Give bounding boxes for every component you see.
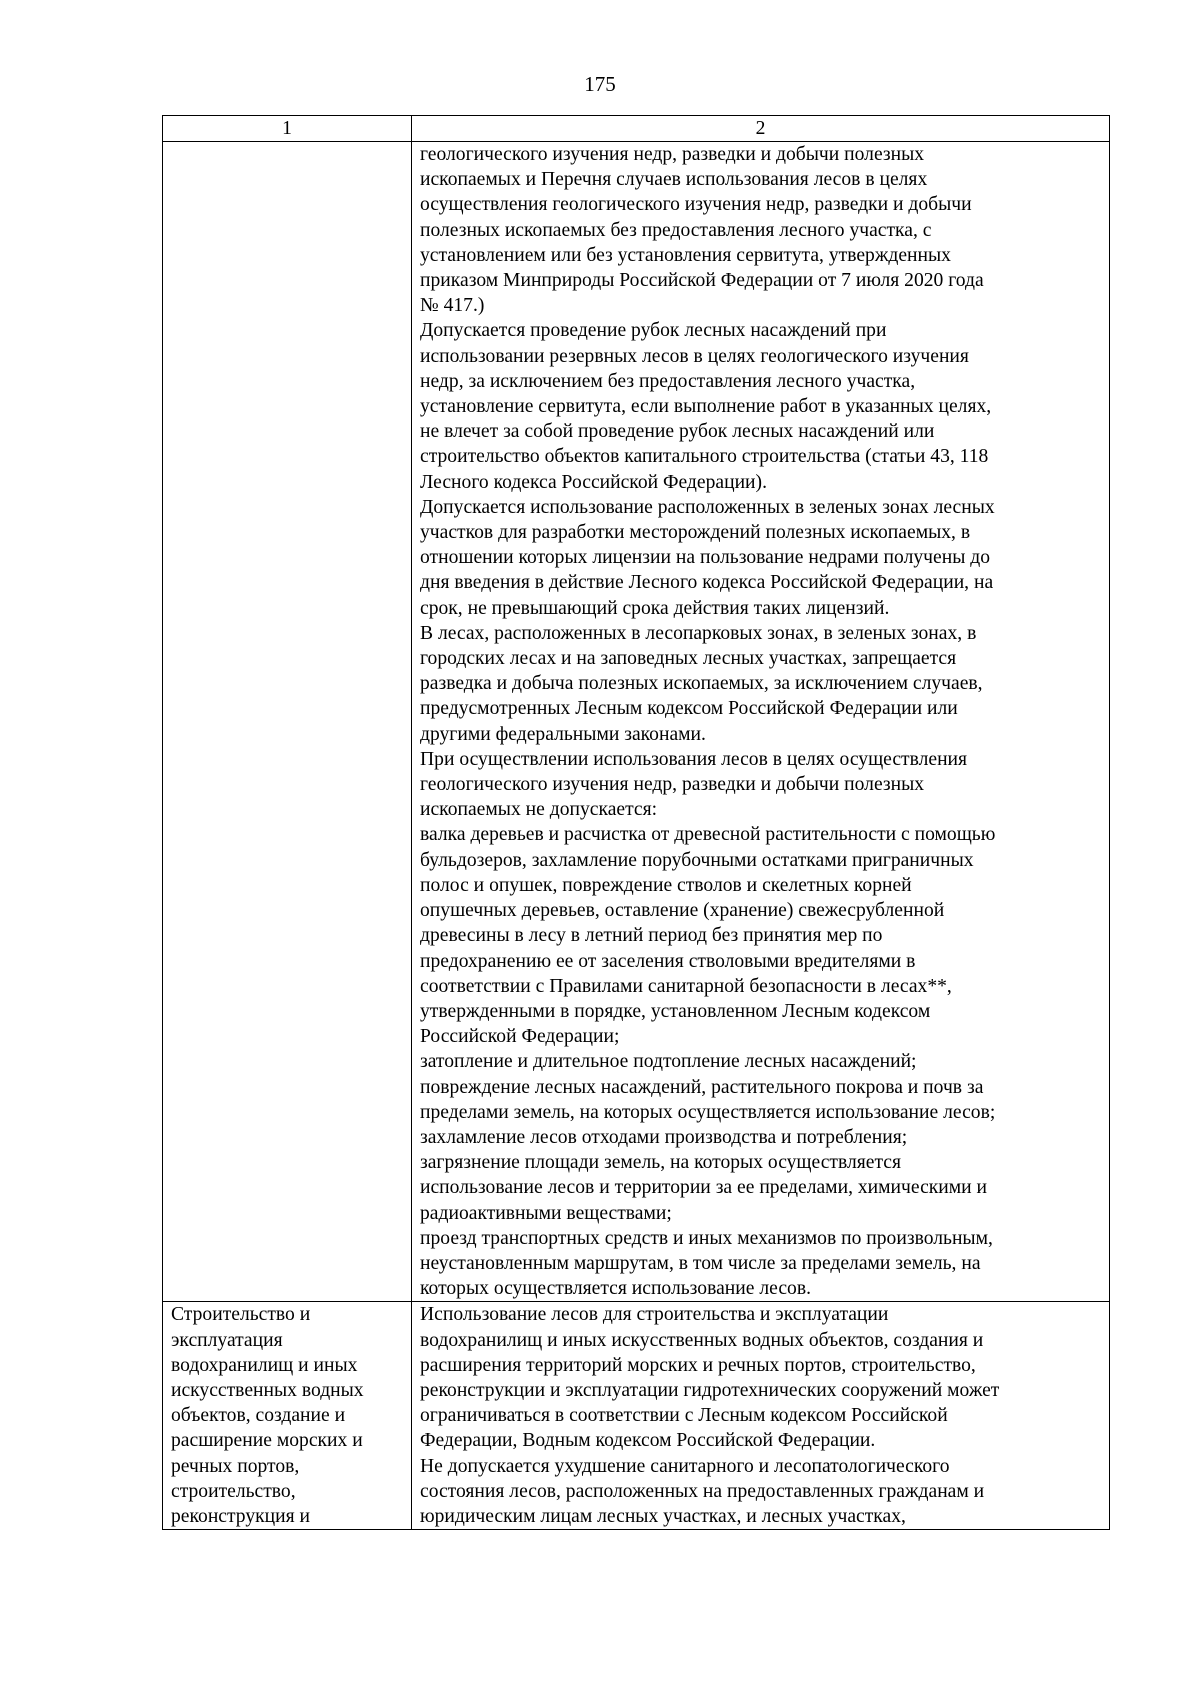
text-line: другими федеральными законами.	[420, 723, 706, 745]
table-body	[163, 142, 1110, 1530]
text-line: строительство объектов капитального строительства (статьи 43, 118	[420, 446, 989, 468]
text-line: Использование лесов для строительства и эксплуатации	[420, 1304, 889, 1326]
text-line: бульдозеров, захламление порубочными остатками приграничных	[420, 849, 974, 871]
text-line: В лесах, расположенных в лесопарковых зонах, в зеленых зонах, в	[420, 622, 977, 644]
text-line: водохранилищ и иных	[171, 1354, 358, 1376]
table-row	[163, 1302, 1110, 1530]
cell-requirements	[412, 1302, 1110, 1530]
table-header-row	[163, 116, 1110, 142]
text-line: расширение морских и	[171, 1430, 363, 1452]
text-line: дня введения в действие Лесного кодекса Российской Федерации, на	[420, 572, 994, 594]
text-line: ископаемых не допускается:	[420, 799, 658, 821]
text-line: повреждение лесных насаждений, растительного покрова и почв за	[420, 1076, 984, 1098]
text-line: которых осуществляется использование лесов.	[420, 1278, 811, 1300]
text-line: состояния лесов, расположенных на предоставленных гражданам и	[420, 1480, 985, 1502]
text-line: проезд транспортных средств и иных механизмов по произвольным,	[420, 1227, 993, 1249]
text-line: радиоактивными веществами;	[420, 1202, 672, 1224]
text-line: валка деревьев и расчистка от древесной растительности с помощью	[420, 824, 996, 846]
text-line: реконструкции и эксплуатации гидротехнических сооружений может	[420, 1379, 1000, 1401]
text-line: геологического изучения недр, разведки и добычи полезных	[420, 774, 925, 796]
cell-requirements	[412, 142, 1110, 1302]
text-line: приказом Минприроды Российской Федерации от 7 июля 2020 года	[420, 270, 984, 292]
column-header-2: 2	[412, 116, 1110, 142]
cell-type-of-use	[163, 142, 412, 1302]
text-line: полезных ископаемых без предоставления лесного участка, с	[420, 219, 932, 241]
cell-type-of-use	[163, 1302, 412, 1530]
text-line: № 417.)	[420, 295, 485, 317]
text-line: расширения территорий морских и речных портов, строительство,	[420, 1354, 976, 1376]
text-line: Лесного кодекса Российской Федерации).	[420, 471, 767, 493]
text-line: объектов, создание и	[171, 1405, 346, 1427]
text-line: ископаемых и Перечня случаев использования лесов в целях	[420, 169, 928, 191]
text-line: Российской Федерации;	[420, 1026, 620, 1048]
text-line: установление сервитута, если выполнение работ в указанных целях,	[420, 396, 992, 418]
text-line: соответствии с Правилами санитарной безопасности в лесах**,	[420, 975, 952, 997]
text-line: Допускается использование расположенных в зеленых зонах лесных	[420, 496, 995, 518]
column-header-1: 1	[163, 116, 412, 142]
text-line: затопление и длительное подтопление лесных насаждений;	[420, 1051, 917, 1073]
text-line: предохранению ее от заселения стволовыми вредителями в	[420, 950, 916, 972]
text-line: городских лесах и на заповедных лесных участках, запрещается	[420, 648, 957, 670]
text-line: недр, за исключением без предоставления лесного участка,	[420, 370, 916, 392]
page-number: 175	[584, 72, 616, 96]
text-line: участков для разработки месторождений полезных ископаемых, в	[420, 522, 971, 544]
text-line: речных портов,	[171, 1455, 300, 1477]
text-line: При осуществлении использования лесов в целях осуществления	[420, 748, 968, 770]
text-line: реконструкция и	[171, 1505, 311, 1527]
text-line: пределами земель, на которых осуществляется использование лесов;	[420, 1101, 996, 1123]
text-line: установлением или без установления сервитута, утвержденных	[420, 244, 951, 266]
text-line: эксплуатация	[171, 1329, 283, 1351]
text-line: не влечет за собой проведение рубок лесных насаждений или	[420, 421, 935, 443]
text-line: юридическим лицам лесных участках, и лесных участках,	[420, 1505, 906, 1527]
text-line: геологического изучения недр, разведки и добычи полезных	[420, 144, 925, 165]
table-row	[163, 142, 1110, 1302]
text-line: ограничиваться в соответствии с Лесным кодексом Российской	[420, 1405, 948, 1427]
text-line: захламление лесов отходами производства и потребления;	[420, 1126, 908, 1148]
text-line: осуществления геологического изучения недр, разведки и добычи	[420, 194, 972, 216]
text-line: водохранилищ и иных искусственных водных объектов, создания и	[420, 1329, 984, 1351]
text-line: отношении которых лицензии на пользование недрами получены до	[420, 547, 991, 569]
text-line: использовании резервных лесов в целях геологического изучения	[420, 345, 969, 367]
text-line: использование лесов и территории за ее пределами, химическими и	[420, 1177, 988, 1199]
text-line: неустановленным маршрутам, в том числе за пределами земель, на	[420, 1252, 981, 1274]
text-line: разведка и добыча полезных ископаемых, за исключением случаев,	[420, 673, 983, 695]
text-line: полос и опушек, повреждение стволов и скелетных корней	[420, 874, 912, 896]
text-line: опушечных деревьев, оставление (хранение) свежесрубленной	[420, 900, 945, 922]
text-line: срок, не превышающий срока действия таких лицензий.	[420, 597, 890, 619]
text-line: древесины в лесу в летний период без принятия мер по	[420, 925, 883, 947]
text-line: предусмотренных Лесным кодексом Российской Федерации или	[420, 698, 958, 720]
text-line: загрязнение площади земель, на которых осуществляется	[420, 1152, 901, 1174]
text-line: Строительство и	[171, 1304, 311, 1326]
document-table	[162, 115, 1110, 1530]
text-line: Допускается проведение рубок лесных насаждений при	[420, 320, 887, 342]
text-line: утвержденными в порядке, установленном Лесным кодексом	[420, 1000, 931, 1022]
text-line: строительство,	[171, 1480, 296, 1502]
text-line: Федерации, Водным кодексом Российской Федерации.	[420, 1430, 876, 1452]
text-line: Не допускается ухудшение санитарного и лесопатологического	[420, 1455, 950, 1477]
text-line: искусственных водных	[171, 1379, 364, 1401]
